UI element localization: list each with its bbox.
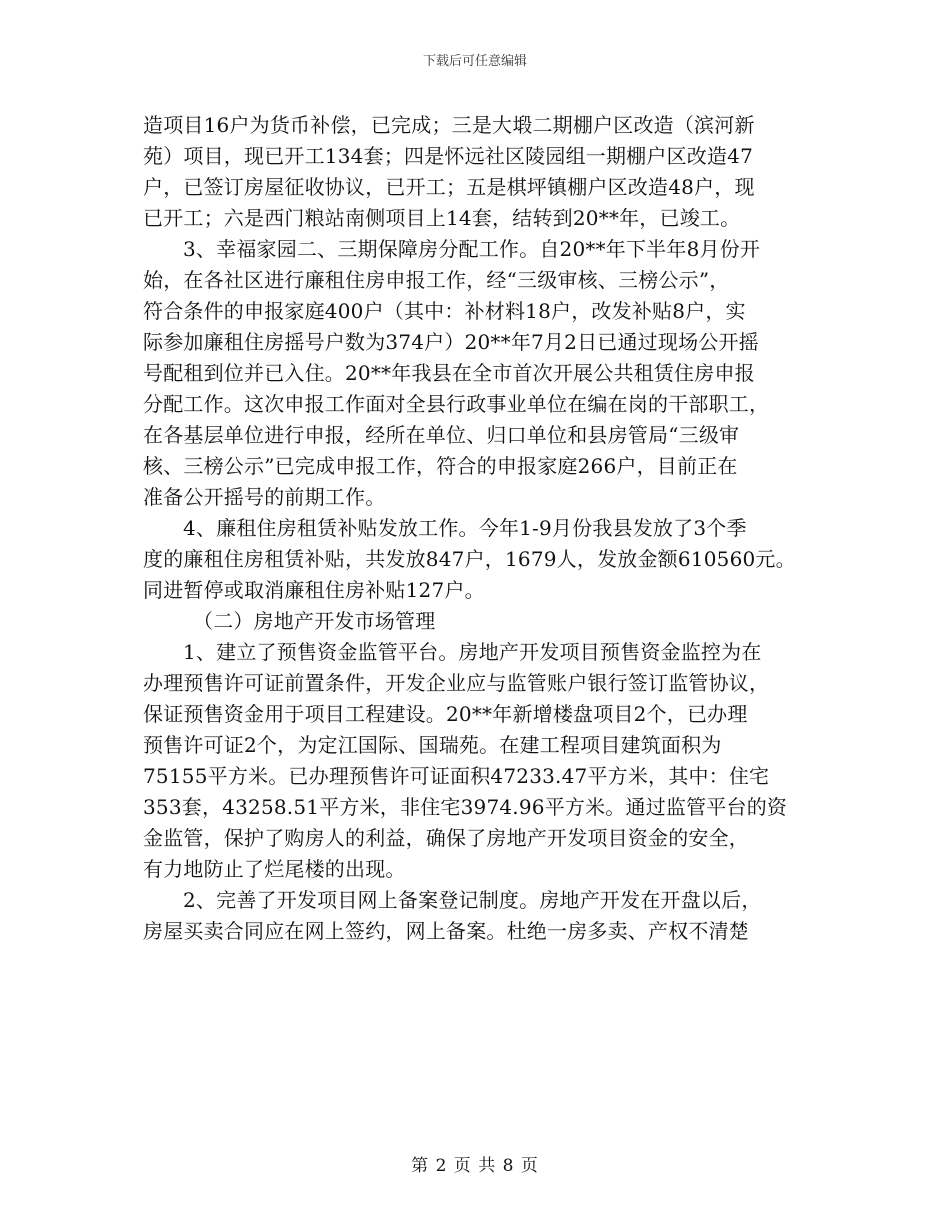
paragraph-start-line: 4、廉租住房租赁补贴发放工作。今年1-9月份我县发放了3个季 <box>183 516 747 540</box>
text-line: 度的廉租住房租赁补贴，共发放847户，1679人，发放金额610560元。 <box>143 547 796 571</box>
text-line: 户，已签订房屋征收协议，已开工；五是棋坪镇棚户区改造48户，现 <box>143 175 755 199</box>
text-line: 分配工作。这次申报工作面对全县行政事业单位在编在岗的干部职工， <box>143 392 770 416</box>
text-line: 际参加廉租住房摇号户数为374户）20**年7月2日已通过现场公开摇 <box>143 330 759 354</box>
text-line: 号配租到位并已入住。20**年我县在全市首次开展公共租赁住房申报 <box>143 361 755 385</box>
text-line: 造项目16户为货币补偿，已完成；三是大塅二期棚户区改造（滨河新 <box>143 113 755 137</box>
paragraph-start-line: 1、建立了预售资金监管平台。房地产开发项目预售资金监控为在 <box>183 640 762 664</box>
section-heading: （二）房地产开发市场管理 <box>193 609 436 633</box>
text-line: 始，在各社区进行廉租住房申报工作，经“三级审核、三榜公示”， <box>143 268 730 292</box>
text-line: 房屋买卖合同应在网上签约，网上备案。杜绝一房多卖、产权不清楚 <box>143 919 749 943</box>
text-line: 符合条件的申报家庭400户（其中：补材料18户，改发补贴8户，实 <box>143 299 746 323</box>
text-line: 办理预售许可证前置条件，开发企业应与监管账户银行签订监管协议， <box>143 671 770 695</box>
page-number-footer: 第 2 页 共 8 页 <box>411 1156 539 1176</box>
text-line: 同进暂停或取消廉租住房补贴127户。 <box>143 578 485 602</box>
text-line: 75155平方米。已办理预售许可证面积47233.47平方米，其中：住宅 <box>143 764 770 788</box>
page-header: 下载后可任意编辑 <box>422 54 527 69</box>
text-line: 保证预售资金用于项目工程建设。20**年新增楼盘项目2个，已办理 <box>143 702 748 726</box>
text-line: 已开工；六是西门粮站南侧项目上14套，结转到20**年，已竣工。 <box>143 206 741 230</box>
text-line: 金监管，保护了购房人的利益，确保了房地产开发项目资金的安全， <box>143 826 749 850</box>
text-line: 准备公开摇号的前期工作。 <box>143 485 386 509</box>
text-line: 有力地防止了烂尾楼的出现。 <box>143 857 406 881</box>
paragraph-start-line: 3、幸福家园二、三期保障房分配工作。自20**年下半年8月份开 <box>183 237 761 261</box>
text-line: 预售许可证2个，为定江国际、国瑞苑。在建工程项目建筑面积为 <box>143 733 722 757</box>
text-line: 核、三榜公示”已完成申报工作，符合的申报家庭266户，目前正在 <box>143 454 738 478</box>
paragraph-start-line: 2、完善了开发项目网上备案登记制度。房地产开发在开盘以后， <box>183 888 762 912</box>
document-body <box>143 110 823 947</box>
text-line: 苑）项目，现已开工134套；四是怀远社区陵园组一期棚户区改造47 <box>143 144 754 168</box>
text-line: 353套，43258.51平方米，非住宅3974.96平方米。通过监管平台的资 <box>143 795 788 819</box>
text-line: 在各基层单位进行申报，经所在单位、归口单位和县房管局“三级审 <box>143 423 740 447</box>
